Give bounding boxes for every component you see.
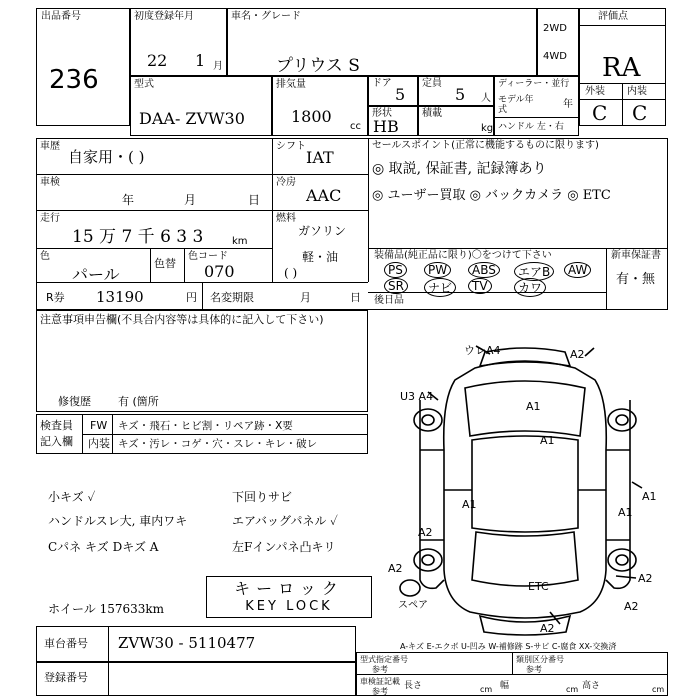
displacement-box [272, 76, 368, 136]
shape-box [368, 106, 418, 136]
car-hood [465, 381, 585, 436]
shift-label: シフト [276, 141, 306, 152]
fw-label: FW [90, 419, 108, 432]
model-year-unit: 年 [563, 99, 573, 110]
footer-length: 長さ [404, 681, 423, 691]
key-lock-en: KEY LOCK [245, 599, 333, 614]
wheel-rear-right [608, 549, 636, 571]
equipment-option-row1-2: ABS [468, 262, 500, 278]
fuel-diesel: 軽・油 [302, 250, 339, 264]
drive-2wd: 2WD [543, 23, 567, 34]
color-value: パール [72, 265, 120, 284]
footer-class-ref: 参考 [526, 665, 542, 674]
load-box [418, 106, 494, 136]
load-label: 積載 [422, 108, 442, 119]
equipment-rear-label: 後日品 [374, 295, 404, 306]
score-int-label: 内装 [627, 86, 647, 97]
load-unit: kg [481, 123, 494, 134]
capacity-value: 5 [455, 85, 466, 104]
mark-1: ウレA4 [464, 344, 501, 357]
car-left-side [420, 400, 444, 588]
handle-label: ハンドル 左・右 [498, 122, 564, 132]
first-reg-label: 初度登録年月 [134, 11, 194, 22]
dealer-label: ディーラー・並行 [498, 79, 570, 89]
score-value: RA [602, 53, 641, 83]
history-label: 車歴 [40, 141, 60, 152]
score-ext-label: 外装 [585, 86, 605, 97]
fw-items: キズ・飛石・ヒビ割・リペア跡・X要 [118, 420, 293, 432]
color-code-label: 色コード [188, 251, 228, 262]
mark-2: A2 [570, 348, 585, 361]
mileage-label: 走行 [40, 213, 60, 224]
mark-9: A2 [388, 562, 403, 575]
equipment-option-row2-2: TV [468, 278, 492, 294]
inspector-label2: 記入欄 [40, 435, 73, 448]
first-reg-month-unit: 月 [213, 61, 223, 72]
lot-number: 236 [49, 65, 99, 95]
drive-box [537, 8, 579, 76]
key-lock-jp: キーロック [234, 579, 344, 598]
warranty-value: 有・無 [616, 272, 656, 287]
key-lock-stamp [206, 576, 372, 618]
equipment-option-row2-0: SR [384, 278, 408, 294]
note-7: ホイール 157633km [48, 602, 165, 616]
mark-11: A2 [540, 622, 555, 635]
footer-height: 高さ [582, 681, 601, 691]
shape-value: HB [373, 117, 399, 136]
sales-point-line2: ◎ ユーザー買取 ◎ バックカメラ ◎ ETC [372, 188, 611, 203]
equipment-option-row1-4: AW [564, 262, 591, 278]
model-year-label: モデル年式 [498, 95, 534, 115]
first-reg-month: 1 [195, 51, 206, 70]
inspection-day: 日 [248, 193, 261, 207]
repair-value: 有 (箇所 [118, 395, 159, 408]
registration-label: 登録番号 [44, 671, 88, 684]
model-value: DAA- ZVW30 [139, 109, 245, 128]
shift-value: IAT [306, 148, 334, 167]
footer-width: 幅 [500, 681, 510, 691]
wheel-front-right [608, 409, 636, 431]
footer-height-unit: cm [652, 685, 665, 694]
sales-point-line1: ◎ 取説, 保証書, 記録簿あり [372, 161, 547, 177]
color-label: 色 [40, 251, 50, 262]
ac-label: 冷房 [276, 177, 296, 188]
footer-dims-label: 車検証記載 [360, 677, 400, 686]
equipment-option-row1-1: PW [424, 262, 451, 278]
name-change-month: 月 [300, 291, 311, 304]
first-reg-year: 22 [147, 51, 168, 70]
first-reg-box [130, 8, 227, 76]
capacity-unit: 人 [481, 93, 491, 104]
doors-label: ドア [372, 78, 392, 89]
model-label: 型式 [134, 79, 154, 90]
note-5: エアバッグパネル ✓ [232, 514, 338, 528]
mileage-value: 15 万 7 千 6 3 3 [72, 227, 204, 247]
footer-length-unit: cm [480, 685, 493, 694]
mark-12: A1 [618, 506, 633, 519]
mark-5: A1 [540, 434, 555, 447]
fuel-other: ( ) [284, 266, 298, 280]
car-right-side [606, 400, 630, 588]
mark-3: U3 A4 [400, 390, 434, 403]
capacity-box [418, 76, 494, 106]
wheel-front-left [414, 409, 442, 431]
int-label: 内装 [88, 437, 110, 450]
note-1: 小キズ ✓ [48, 490, 96, 504]
fuel-label: 燃料 [276, 213, 296, 224]
mark-10: A2 [638, 572, 653, 585]
displacement-value: 1800 [291, 107, 332, 126]
lot-box [36, 8, 130, 126]
chassis-label: 車台番号 [44, 637, 88, 650]
equipment-option-row2-3: カワ [514, 278, 546, 297]
ac-value: AAC [306, 186, 342, 205]
score-box [579, 8, 666, 126]
note-3: Cパネ キズ Dキズ A [48, 540, 159, 554]
history-value: 自家用・( ) [68, 148, 145, 166]
name-change-day: 日 [350, 291, 361, 304]
car-rear-window [472, 532, 578, 586]
car-diagram [380, 340, 670, 640]
doors-box [368, 76, 418, 106]
damage-legend: A-キズ E-エクボ U-凹み W-補修跡 S-サビ C-腐食 XX-交換済 [400, 642, 617, 651]
car-name-label: 車名・グレード [231, 11, 301, 22]
inspection-month: 月 [184, 193, 197, 207]
footer-width-unit: cm [566, 685, 579, 694]
drive-4wd: 4WD [543, 51, 567, 62]
footer-class-label: 類別区分番号 [516, 655, 564, 664]
inspector-label1: 検査員 [40, 419, 73, 432]
wheel-rear-left [414, 549, 442, 571]
lot-label: 出品番号 [41, 11, 81, 22]
warranty-label: 新車保証書 [611, 250, 661, 261]
mark-4: A1 [526, 400, 541, 413]
note-4: 下回りサビ [232, 490, 293, 504]
chassis-value: ZVW30 - 5110477 [118, 634, 256, 652]
notes-label: 注意事項申告欄(不具合内容等は具体的に記入して下さい) [40, 313, 324, 326]
equipment-option-row1-0: PS [384, 262, 407, 278]
note-2: ハンドルスレ大, 車内ワキ [48, 514, 188, 528]
name-change-label: 名変期限 [210, 291, 254, 304]
mark-6: A1 [462, 498, 477, 511]
dealer-box [494, 76, 579, 136]
footer-dims-ref: 参考 [372, 687, 388, 696]
recycle-label: R券 [46, 291, 65, 304]
displacement-label: 排気量 [276, 79, 306, 90]
spare-label: スペア [398, 600, 428, 611]
score-int-value: C [632, 101, 648, 125]
note-6: 左Fインパネ凸キリ [232, 540, 336, 554]
recycle-value: 13190 [96, 288, 144, 306]
equipment-label: 装備品(純正品に限り)〇をつけて下さい [374, 250, 552, 261]
capacity-label: 定員 [422, 78, 442, 89]
mark-13: ETC [528, 580, 549, 593]
car-name-value: プリウス S [276, 56, 360, 76]
score-ext-value: C [592, 101, 608, 125]
color-change-label: 色替 [154, 257, 176, 270]
displacement-unit: cc [350, 121, 361, 132]
mark-8: A2 [418, 526, 433, 539]
inspection-year: 年 [122, 193, 135, 207]
sales-point-label: セールスポイント(正常に機能するものに限ります) [372, 140, 599, 151]
car-roof [472, 436, 578, 532]
mark-7: A1 [642, 490, 657, 503]
equipment-option-row1-3: エアB [514, 262, 554, 281]
footer-type-ref: 参考 [372, 665, 388, 674]
footer-type-label: 型式指定番号 [360, 655, 408, 664]
mileage-unit: km [232, 236, 248, 247]
shape-label: 形状 [372, 108, 392, 119]
car-name-box [227, 8, 537, 76]
fuel-gas: ガソリン [298, 224, 347, 238]
spare-tire [400, 580, 420, 596]
mark-14: A2 [624, 600, 639, 613]
score-label: 評価点 [598, 11, 628, 22]
model-box [130, 76, 272, 136]
repair-label: 修復歴 [58, 395, 91, 408]
int-items: キズ・汚レ・コゲ・穴・スレ・キレ・破レ [118, 438, 318, 450]
equipment-option-row2-1: ナビ [424, 278, 456, 297]
doors-value: 5 [395, 85, 406, 104]
color-code-value: 070 [204, 262, 235, 281]
recycle-unit: 円 [186, 291, 197, 304]
inspection-label: 車検 [40, 177, 60, 188]
